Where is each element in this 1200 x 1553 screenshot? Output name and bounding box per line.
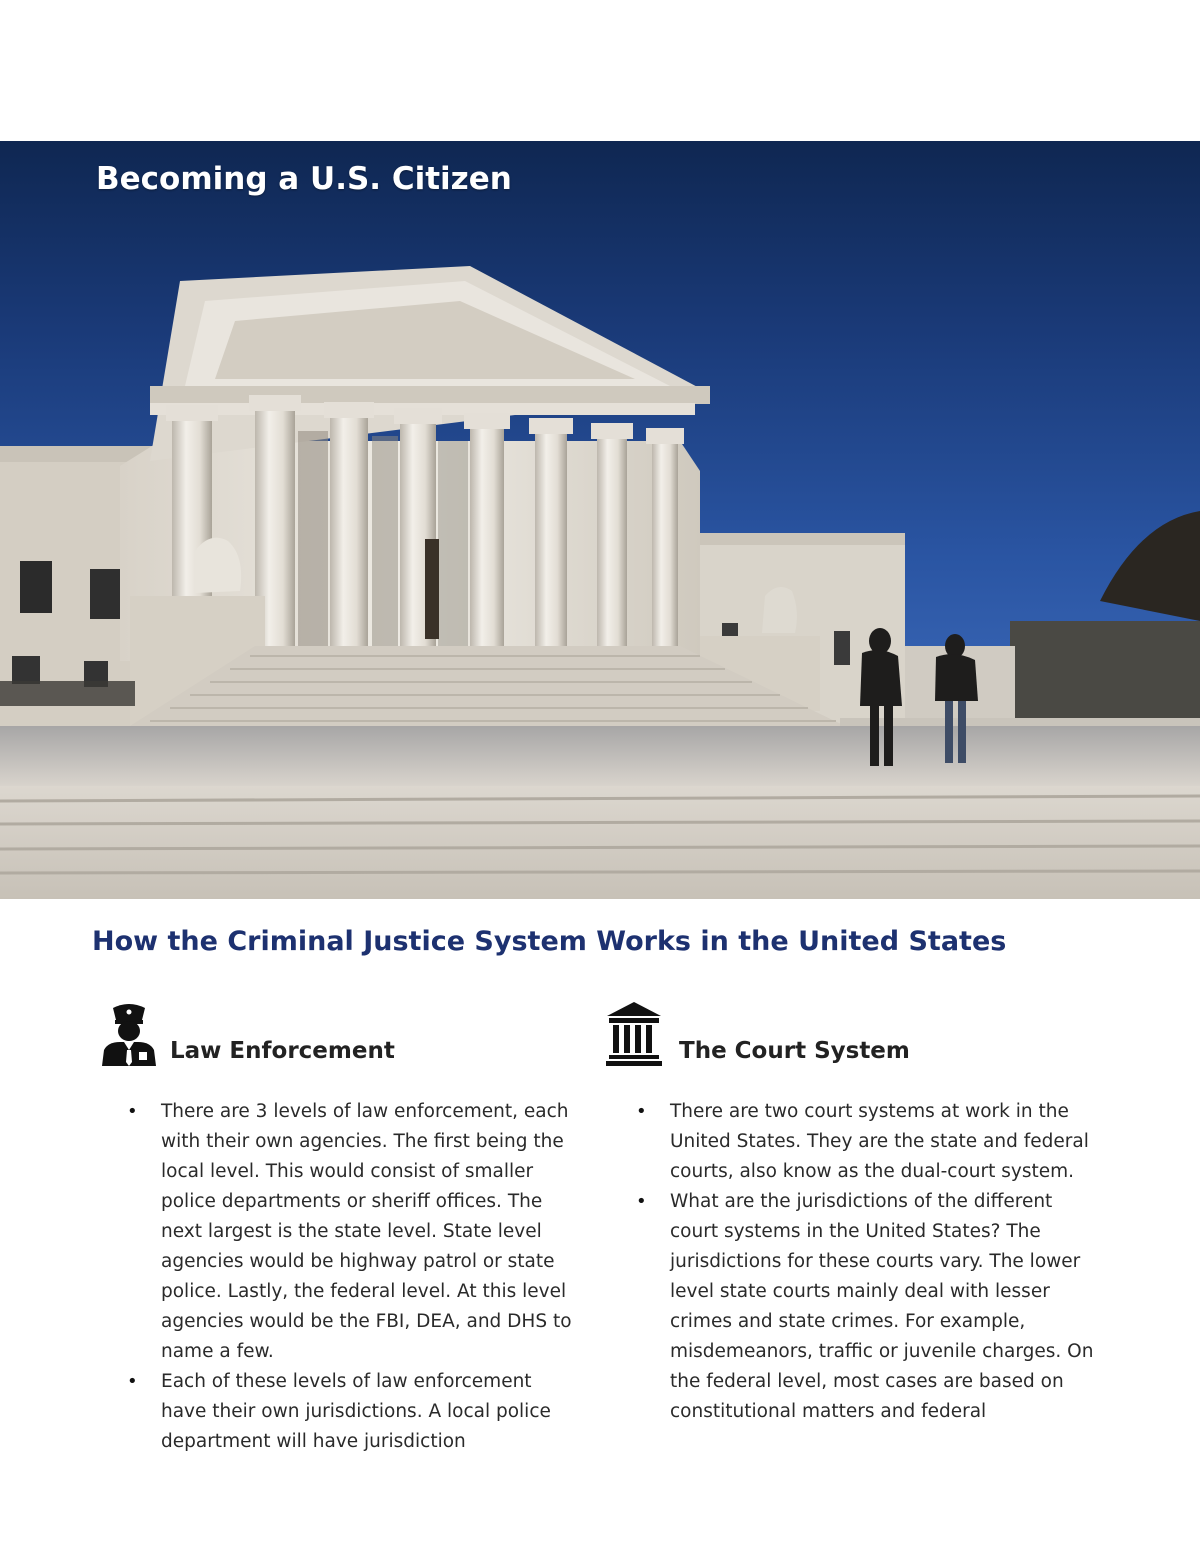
list-item: • There are two court systems at work in the United States. They are the state and federal courts, also know as the dual-court system. bbox=[670, 1097, 1095, 1187]
law-enforcement-heading: Law Enforcement bbox=[170, 1038, 395, 1064]
hero-image bbox=[0, 141, 1200, 899]
law-enforcement-bullets bbox=[161, 1097, 581, 1457]
court-system-heading: The Court System bbox=[679, 1038, 910, 1064]
courthouse-icon bbox=[605, 1000, 663, 1066]
law-enforcement-column bbox=[100, 1000, 580, 1452]
section-title: How the Criminal Justice System Works in the United States bbox=[92, 926, 1007, 957]
police-officer-icon bbox=[100, 1000, 158, 1066]
court-system-header bbox=[605, 1000, 1105, 1072]
courthouse-photo bbox=[0, 141, 1200, 899]
list-item: • There are 3 levels of law enforcement, each with their own agencies. The first being the local level. This would consist of smaller police departments or sheriff offices. The next largest is the state level. State level agencies would be highway patrol or state police. Lastly, the federal level. At this level agencies would be the FBI, DEA, and DHS to name a few. bbox=[161, 1097, 581, 1367]
list-item: • What are the jurisdictions of the different court systems in the United States? The jurisdictions for these courts vary. The lower level state courts mainly deal with lesser crimes and state crimes. For example, misdemeanors, traffic or juvenile charges. On the federal level, most cases are based on constitutional matters and federal bbox=[670, 1187, 1095, 1427]
list-item: • Each of these levels of law enforcement have their own jurisdictions. A local police department will have jurisdiction bbox=[161, 1367, 581, 1457]
court-system-column bbox=[605, 1000, 1105, 1422]
court-system-bullets bbox=[670, 1097, 1095, 1427]
law-enforcement-header bbox=[100, 1000, 580, 1072]
document-title: Becoming a U.S. Citizen bbox=[96, 161, 512, 197]
